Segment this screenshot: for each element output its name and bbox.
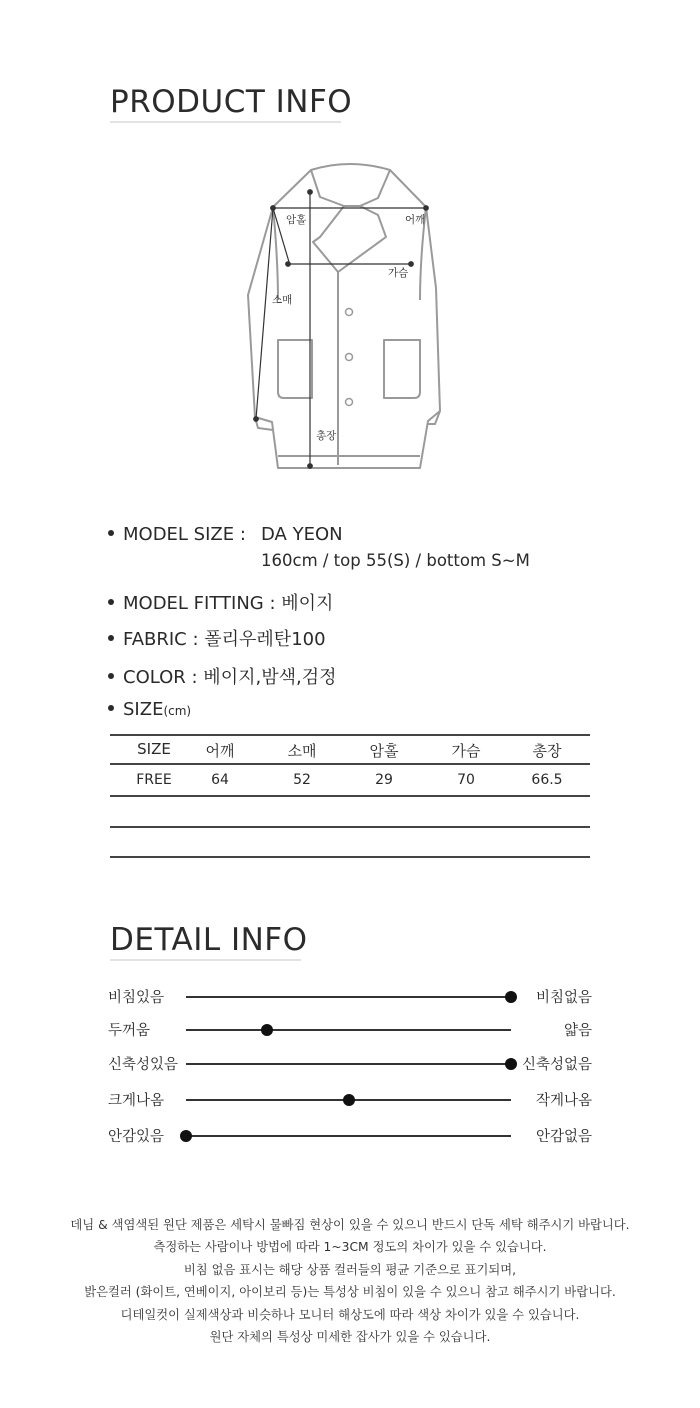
care-note-line: 측정하는 사람이나 방법에 따라 1~3CM 정도의 차이가 있을 수 있습니다. xyxy=(153,1240,547,1255)
table-row-rule xyxy=(110,826,590,828)
product-info-title-underline xyxy=(110,121,341,123)
care-note-line: 데님 & 색염색된 원단 제품은 세탁시 물빠짐 현상이 있을 수 있으니 반드시 단독 세탁 해주시기 바랍니다. xyxy=(70,1218,630,1232)
bullet-dot xyxy=(108,635,114,641)
table-top-rule xyxy=(110,734,590,736)
care-notes xyxy=(0,1214,700,1348)
detail-scale-knob xyxy=(343,1094,355,1106)
detail-scale-track xyxy=(186,996,511,998)
table-header-cell: 총장 xyxy=(532,742,562,760)
care-note-line: 밝은컬러 (화이트, 연베이지, 아이보리 등)는 특성상 비침이 있을 수 있으니 참고 해주시기 바랍니다. xyxy=(84,1285,616,1300)
table-header-cell: 소매 xyxy=(287,742,317,760)
table-cell: 52 xyxy=(293,772,311,788)
detail-scale-right-label: 비침없음 xyxy=(535,990,592,1006)
spec-color-text: COLOR : 베이지,밤색,검정 xyxy=(123,667,337,688)
spec-size-label: SIZE xyxy=(123,699,164,720)
bullet-dot xyxy=(108,599,114,605)
detail-scale-left-label: 안감있음 xyxy=(108,1129,165,1145)
spec-size xyxy=(108,699,191,720)
spec-model-details: 160cm / top 55(S) / bottom S~M xyxy=(261,551,530,570)
detail-scale-knob xyxy=(261,1024,273,1036)
table-cell: 66.5 xyxy=(531,772,563,788)
spec-model-size-label: MODEL SIZE : xyxy=(123,524,246,545)
detail-scale-right-label: 얇음 xyxy=(563,1023,592,1039)
detail-scale-sheerness xyxy=(108,986,592,1008)
detail-scale-left-label: 비침있음 xyxy=(108,990,165,1006)
detail-scale-thickness xyxy=(108,1019,592,1041)
detail-scale-track xyxy=(186,1029,511,1031)
spec-fabric xyxy=(108,625,326,651)
table-cell: 29 xyxy=(375,772,393,788)
bullet-dot xyxy=(108,673,114,679)
detail-scale-track xyxy=(186,1063,511,1065)
diagram-label-shoulder: 어깨 xyxy=(405,214,426,226)
diagram-label-sleeve: 소매 xyxy=(272,294,293,306)
detail-info-title: DETAIL INFO xyxy=(110,922,308,958)
detail-scale-lining xyxy=(108,1125,592,1147)
care-note-line: 비침 없음 표시는 해당 상품 컬러들의 평균 기준으로 표기되며, xyxy=(183,1262,517,1277)
detail-scale-fit xyxy=(108,1089,592,1111)
detail-scale-left-label: 크게나옴 xyxy=(108,1093,165,1109)
detail-scale-knob xyxy=(180,1130,192,1142)
product-info-title: PRODUCT INFO xyxy=(110,84,353,120)
coat-measurement-diagram xyxy=(240,160,460,480)
table-row-rule xyxy=(110,795,590,797)
table-header-cell: SIZE xyxy=(137,740,171,758)
detail-scale-stretch xyxy=(108,1053,592,1075)
diagram-label-length: 총장 xyxy=(316,430,337,442)
bullet-dot xyxy=(108,705,114,711)
diagram-label-chest: 가슴 xyxy=(388,267,409,279)
detail-scale-right-label: 신축성없음 xyxy=(521,1057,592,1073)
table-header-cell: 암홀 xyxy=(369,742,399,760)
table-row-rule xyxy=(110,856,590,858)
spec-size-unit: (cm) xyxy=(163,704,192,718)
spec-fabric-text: FABRIC : 폴리우레탄100 xyxy=(123,629,326,650)
care-note-line: 디테일컷이 실제색상과 비슷하나 모니터 해상도에 따라 색상 차이가 있을 수 있습니다. xyxy=(120,1307,580,1322)
table-cell: 64 xyxy=(211,772,229,788)
table-header-cell: 어깨 xyxy=(205,742,235,760)
bullet-dot xyxy=(108,530,114,536)
table-header-cell: 가슴 xyxy=(451,742,481,760)
table-cell: FREE xyxy=(136,772,172,788)
spec-color xyxy=(108,663,336,689)
spec-model-name: DA YEON xyxy=(261,524,343,545)
spec-model-size xyxy=(108,524,246,545)
detail-info-title-underline xyxy=(110,959,301,961)
detail-scale-right-label: 작게나옴 xyxy=(535,1093,592,1109)
detail-scale-left-label: 신축성있음 xyxy=(108,1057,179,1073)
spec-model-fitting xyxy=(108,589,333,615)
detail-scale-left-label: 두꺼움 xyxy=(108,1023,151,1039)
detail-scale-knob xyxy=(505,1058,517,1070)
spec-model-fitting-text: MODEL FITTING : 베이지 xyxy=(123,593,334,614)
table-header-rule xyxy=(110,763,590,765)
detail-scale-knob xyxy=(505,991,517,1003)
diagram-label-armhole: 암홀 xyxy=(286,214,307,226)
table-cell: 70 xyxy=(457,772,475,788)
detail-scale-track xyxy=(186,1135,511,1137)
detail-scale-right-label: 안감없음 xyxy=(535,1129,592,1145)
care-note-line: 원단 자체의 특성상 미세한 잡사가 있을 수 있습니다. xyxy=(209,1330,491,1345)
